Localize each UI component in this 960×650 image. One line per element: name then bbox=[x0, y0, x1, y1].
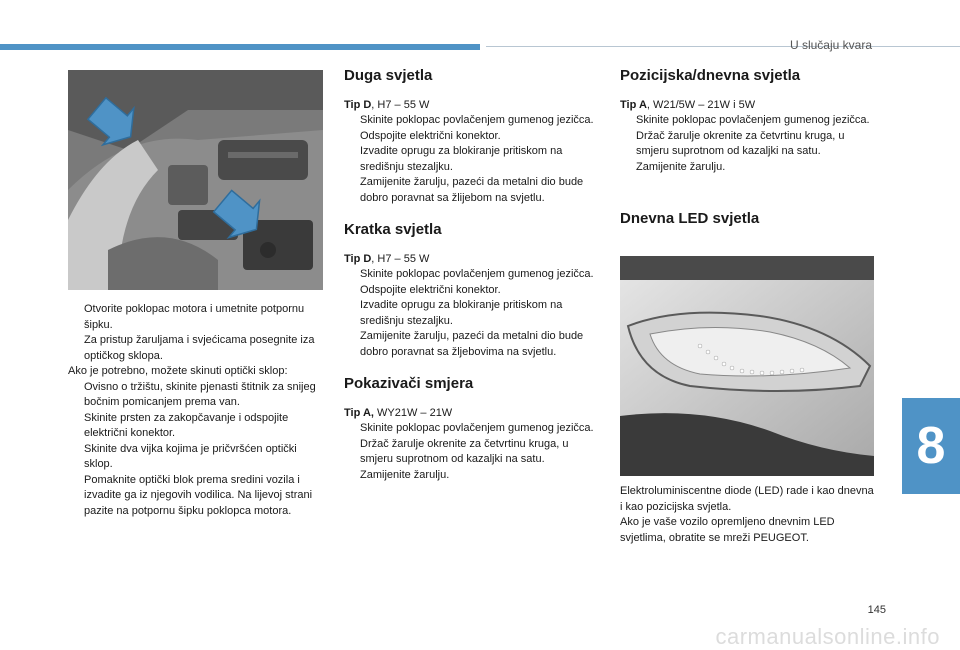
list-item: Držač žarulje okrenite za četvrtinu kruga, u smjeru suprotnom od kazaljki na satu. bbox=[360, 437, 569, 465]
list-item: Držač žarulje okrenite za četvrtinu kruga, u smjeru suprotnom od kazaljki na satu. bbox=[636, 129, 845, 157]
middle-column bbox=[344, 68, 600, 483]
intro-line: Ako je potrebno, možete skinuti optički sklop: bbox=[68, 365, 288, 377]
tip-line: Tip A, W21/5W – 21W i 5W bbox=[620, 98, 756, 111]
paragraph: Elektroluminiscentne diode (LED) rade i kao dnevna i kao pozicijska svjetla. bbox=[620, 485, 874, 513]
list-item: Skinite poklopac povlačenjem gumenog jezičca. bbox=[360, 268, 594, 280]
section-title: U slučaju kvara bbox=[789, 38, 872, 52]
list-item: Izvadite oprugu za blokiranje pritiskom na središnju stezaljku. bbox=[360, 145, 563, 173]
led-headlamp-photo bbox=[620, 256, 874, 476]
header-accent-bar bbox=[0, 44, 480, 50]
tip-line: Tip A, WY21W – 21W bbox=[344, 406, 453, 419]
list-item: Zamijenite žarulju. bbox=[636, 160, 726, 173]
paragraph: Ako je vaše vozilo opremljeno dnevnim LED svjetlima, obratite se mreži PEUGEOT. bbox=[620, 516, 835, 544]
list-item: Pomaknite optički blok prema sredini vozila i izvadite ga iz njegovih vodilica. Na lijevoj strani pazite na potpornu šipku poklopca motora. bbox=[84, 473, 313, 517]
left-column bbox=[68, 302, 324, 519]
right-column bbox=[620, 68, 876, 227]
tip-line: Tip D, H7 – 55 W bbox=[344, 98, 430, 111]
section-heading: Pozicijska/dnevna svjetla bbox=[620, 67, 801, 84]
tip-line: Tip D, H7 – 55 W bbox=[344, 252, 430, 265]
list-item: Skinite poklopac povlačenjem gumenog jezičca. bbox=[360, 422, 594, 434]
section-heading: Dnevna LED svjetla bbox=[620, 210, 760, 227]
section-heading: Pokazivači smjera bbox=[344, 375, 474, 392]
list-item: Otvorite poklopac motora i umetnite potpornu šipku. bbox=[84, 303, 305, 331]
section-heading: Kratka svjetla bbox=[344, 221, 442, 238]
list-item: Odspojite električni konektor. bbox=[360, 283, 501, 296]
list-item: Zamijenite žarulju, pazeći da metalni dio bude dobro poravnat sa žljebovima na svjetlu. bbox=[360, 330, 584, 358]
list-item: Skinite dva vijka kojima je pričvršćen optički sklop. bbox=[84, 442, 297, 470]
header-rule bbox=[486, 46, 960, 47]
page-number: 145 bbox=[867, 604, 886, 616]
chapter-tab: 8 bbox=[902, 398, 960, 494]
list-item: Skinite poklopac povlačenjem gumenog jezičca. bbox=[636, 114, 870, 126]
list-item: Zamijenite žarulju. bbox=[360, 468, 450, 481]
list-item: Izvadite oprugu za blokiranje pritiskom na središnju stezaljku. bbox=[360, 299, 563, 327]
list-item: Zamijenite žarulju, pazeći da metalni dio bude dobro poravnat sa žlijebom na svjetlu. bbox=[360, 176, 584, 204]
engine-bay-photo bbox=[68, 70, 323, 290]
section-heading: Duga svjetla bbox=[344, 67, 433, 84]
led-description bbox=[620, 484, 876, 546]
list-item: Ovisno o tržištu, skinite pjenasti štitnik za snijeg bočnim pomicanjem prema van. bbox=[84, 380, 316, 408]
list-item: Skinite poklopac povlačenjem gumenog jezičca. bbox=[360, 114, 594, 126]
watermark: carmanualsonline.info bbox=[715, 624, 940, 649]
list-item: Odspojite električni konektor. bbox=[360, 129, 501, 142]
list-item: Skinite prsten za zakopčavanje i odspojite električni konektor. bbox=[84, 411, 289, 439]
list-item: Za pristup žaruljama i svjećicama posegnite iza optičkog sklopa. bbox=[84, 334, 315, 362]
